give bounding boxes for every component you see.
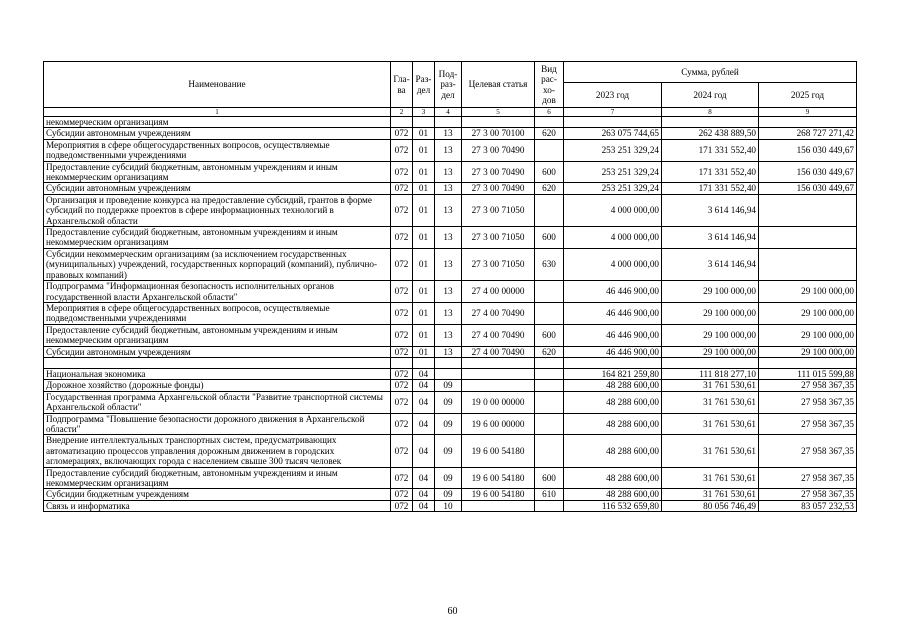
cell-razdel: 01 — [413, 324, 435, 346]
cell-glava: 072 — [391, 128, 413, 139]
cell-2023: 253 251 329,24 — [564, 183, 662, 194]
table-row — [44, 117, 857, 128]
table-row — [44, 324, 857, 346]
cell-podrazdel: 13 — [435, 248, 462, 280]
row-name: некоммерческим организациям — [44, 117, 391, 128]
cell-2023: 48 288 600,00 — [564, 380, 662, 391]
row-name: Мероприятия в сфере общегосударственных вопросов, осуществляемые подведомственными учреждениями — [44, 302, 391, 324]
cell-2023: 263 075 744,65 — [564, 128, 662, 139]
cell-razdel: 01 — [413, 281, 435, 303]
cell-razdel: 01 — [413, 248, 435, 280]
cell-2024: 31 761 530,61 — [662, 467, 759, 489]
cell-vid: 600 — [535, 467, 564, 489]
cell-target — [462, 357, 535, 368]
cell-vid — [535, 500, 564, 511]
cell-2023: 4 000 000,00 — [564, 227, 662, 249]
cell-podrazdel: 13 — [435, 194, 462, 226]
column-index: 8 — [662, 108, 759, 117]
cell-podrazdel: 13 — [435, 227, 462, 249]
header-target: Целевая статья — [462, 62, 535, 108]
table-row — [44, 380, 857, 391]
cell-razdel: 04 — [413, 435, 435, 467]
cell-2024: 29 100 000,00 — [662, 324, 759, 346]
table-row — [44, 346, 857, 357]
cell-2025: 27 958 367,35 — [759, 391, 857, 413]
cell-2023: 48 288 600,00 — [564, 391, 662, 413]
header-2025: 2025 год — [759, 83, 857, 108]
column-index: 6 — [535, 108, 564, 117]
cell-target: 27 3 00 70490 — [462, 161, 535, 183]
cell-glava: 072 — [391, 435, 413, 467]
header-sum: Сумма, рублей — [564, 62, 857, 83]
cell-razdel: 01 — [413, 194, 435, 226]
cell-target: 19 0 00 00000 — [462, 391, 535, 413]
cell-vid: 620 — [535, 128, 564, 139]
header-name: Наименование — [44, 62, 391, 108]
cell-glava: 072 — [391, 467, 413, 489]
cell-glava: 072 — [391, 227, 413, 249]
header-razdel: Раз-дел — [413, 62, 435, 108]
cell-vid — [535, 380, 564, 391]
cell-2024: 80 056 746,49 — [662, 500, 759, 511]
cell-vid — [535, 391, 564, 413]
cell-target: 27 3 00 70100 — [462, 128, 535, 139]
cell-vid: 620 — [535, 183, 564, 194]
cell-podrazdel: 13 — [435, 161, 462, 183]
cell-razdel: 04 — [413, 467, 435, 489]
table-row — [44, 139, 857, 161]
table-row — [44, 357, 857, 368]
row-name: Государственная программа Архангельской области "Развитие транспортной системы Архангельской области" — [44, 391, 391, 413]
cell-vid — [535, 357, 564, 368]
cell-2023: 48 288 600,00 — [564, 413, 662, 435]
row-name: Субсидии автономным учреждениям — [44, 128, 391, 139]
cell-razdel — [413, 117, 435, 128]
cell-vid — [535, 413, 564, 435]
cell-2024: 3 614 146,94 — [662, 248, 759, 280]
cell-2025 — [759, 248, 857, 280]
cell-glava: 072 — [391, 380, 413, 391]
cell-2025: 29 100 000,00 — [759, 324, 857, 346]
row-name: Национальная экономика — [44, 368, 391, 379]
cell-razdel: 01 — [413, 139, 435, 161]
cell-podrazdel: 09 — [435, 489, 462, 500]
cell-podrazdel — [435, 368, 462, 379]
cell-razdel: 04 — [413, 413, 435, 435]
cell-2024: 31 761 530,61 — [662, 435, 759, 467]
table-row — [44, 183, 857, 194]
row-name: Субсидии автономным учреждениям — [44, 183, 391, 194]
cell-2023: 4 000 000,00 — [564, 194, 662, 226]
column-index-row — [44, 108, 857, 117]
cell-target — [462, 117, 535, 128]
cell-2024 — [662, 357, 759, 368]
row-name: Предоставление субсидий бюджетным, автономным учреждениям и иным некоммерческим организациям — [44, 161, 391, 183]
cell-podrazdel: 13 — [435, 302, 462, 324]
cell-razdel: 04 — [413, 489, 435, 500]
cell-glava: 072 — [391, 281, 413, 303]
table-row — [44, 248, 857, 280]
cell-2024: 31 761 530,61 — [662, 391, 759, 413]
cell-target — [462, 500, 535, 511]
table-row — [44, 281, 857, 303]
cell-2023: 48 288 600,00 — [564, 435, 662, 467]
column-index: 9 — [759, 108, 857, 117]
cell-2025 — [759, 117, 857, 128]
cell-target: 19 6 00 54180 — [462, 489, 535, 500]
cell-podrazdel — [435, 357, 462, 368]
cell-2025 — [759, 194, 857, 226]
cell-2024: 171 331 552,40 — [662, 183, 759, 194]
cell-2023 — [564, 357, 662, 368]
column-index: 4 — [435, 108, 462, 117]
row-name — [44, 357, 391, 368]
page-number: 60 — [447, 606, 458, 617]
row-name: Субсидии автономным учреждениям — [44, 346, 391, 357]
cell-2025 — [759, 357, 857, 368]
cell-glava: 072 — [391, 346, 413, 357]
cell-target: 19 6 00 54180 — [462, 435, 535, 467]
row-name: Субсидии бюджетным учреждениям — [44, 489, 391, 500]
cell-2025: 268 727 271,42 — [759, 128, 857, 139]
cell-vid: 600 — [535, 227, 564, 249]
table-row — [44, 413, 857, 435]
cell-vid — [535, 281, 564, 303]
cell-2024: 29 100 000,00 — [662, 302, 759, 324]
row-name: Дорожное хозяйство (дорожные фонды) — [44, 380, 391, 391]
row-name: Подпрограмма "Информационная безопасность исполнительных органов государственной власти Архангельской области" — [44, 281, 391, 303]
cell-2023: 164 821 259,80 — [564, 368, 662, 379]
cell-target: 27 3 00 71050 — [462, 227, 535, 249]
cell-2023: 253 251 329,24 — [564, 161, 662, 183]
cell-vid — [535, 117, 564, 128]
cell-podrazdel: 10 — [435, 500, 462, 511]
cell-2023: 48 288 600,00 — [564, 467, 662, 489]
column-index: 3 — [413, 108, 435, 117]
cell-podrazdel: 09 — [435, 413, 462, 435]
column-index: 5 — [462, 108, 535, 117]
cell-2025 — [759, 227, 857, 249]
cell-target — [462, 368, 535, 379]
row-name: Предоставление субсидий бюджетным, автономным учреждениям и иным некоммерческим организациям — [44, 227, 391, 249]
cell-podrazdel: 09 — [435, 391, 462, 413]
table-body — [44, 117, 857, 512]
row-name: Связь и информатика — [44, 500, 391, 511]
cell-glava: 072 — [391, 368, 413, 379]
cell-vid: 600 — [535, 324, 564, 346]
cell-glava: 072 — [391, 500, 413, 511]
cell-glava: 072 — [391, 391, 413, 413]
cell-2025: 27 958 367,35 — [759, 467, 857, 489]
cell-glava: 072 — [391, 489, 413, 500]
cell-razdel: 01 — [413, 128, 435, 139]
cell-razdel: 01 — [413, 183, 435, 194]
cell-2024: 31 761 530,61 — [662, 380, 759, 391]
cell-vid — [535, 194, 564, 226]
header-2024: 2024 год — [662, 83, 759, 108]
cell-vid — [535, 302, 564, 324]
cell-target: 19 6 00 54180 — [462, 467, 535, 489]
table-row — [44, 161, 857, 183]
cell-target: 27 3 00 71050 — [462, 248, 535, 280]
cell-target: 27 4 00 70490 — [462, 324, 535, 346]
cell-razdel: 04 — [413, 368, 435, 379]
cell-2023: 46 446 900,00 — [564, 281, 662, 303]
cell-2025: 156 030 449,67 — [759, 139, 857, 161]
cell-podrazdel — [435, 117, 462, 128]
cell-2025: 27 958 367,35 — [759, 435, 857, 467]
cell-glava: 072 — [391, 413, 413, 435]
cell-glava: 072 — [391, 324, 413, 346]
cell-glava: 072 — [391, 248, 413, 280]
cell-podrazdel: 13 — [435, 324, 462, 346]
row-name: Субсидии некоммерческим организациям (за исключением государственных (муниципальных) учреждений, государственных корпораций (компаний), публично-правовых компаний) — [44, 248, 391, 280]
row-name: Предоставление субсидий бюджетным, автономным учреждениям и иным некоммерческим организациям — [44, 467, 391, 489]
row-name: Организация и проведение конкурса на предоставление субсидий, грантов в форме субсидий по поддержке проектов в сфере информационных технологий в Архангельской области — [44, 194, 391, 226]
column-index: 1 — [44, 108, 391, 117]
row-name: Мероприятия в сфере общегосударственных вопросов, осуществляемые подведомственными учреждениями — [44, 139, 391, 161]
cell-razdel: 01 — [413, 227, 435, 249]
header-glava: Гла-ва — [391, 62, 413, 108]
budget-table — [43, 61, 857, 512]
row-name: Подпрограмма "Повышение безопасности дорожного движения в Архангельской области" — [44, 413, 391, 435]
cell-vid: 600 — [535, 161, 564, 183]
cell-glava: 072 — [391, 183, 413, 194]
column-index: 2 — [391, 108, 413, 117]
table-row — [44, 500, 857, 511]
table-row — [44, 128, 857, 139]
cell-2025: 27 958 367,35 — [759, 413, 857, 435]
header-podrazdel: Под-раз-дел — [435, 62, 462, 108]
cell-2024: 29 100 000,00 — [662, 281, 759, 303]
cell-2023: 46 446 900,00 — [564, 302, 662, 324]
table-row — [44, 467, 857, 489]
cell-podrazdel: 13 — [435, 183, 462, 194]
table-row — [44, 302, 857, 324]
cell-2024 — [662, 117, 759, 128]
header-vid: Вид рас-хо-дов — [535, 62, 564, 108]
cell-target: 27 4 00 70490 — [462, 302, 535, 324]
cell-2025: 156 030 449,67 — [759, 161, 857, 183]
cell-2024: 111 818 277,10 — [662, 368, 759, 379]
cell-razdel: 04 — [413, 380, 435, 391]
cell-2024: 3 614 146,94 — [662, 227, 759, 249]
cell-vid: 610 — [535, 489, 564, 500]
cell-2023: 46 446 900,00 — [564, 324, 662, 346]
cell-target: 27 3 00 71050 — [462, 194, 535, 226]
cell-vid: 630 — [535, 248, 564, 280]
cell-target: 27 4 00 00000 — [462, 281, 535, 303]
cell-razdel: 01 — [413, 346, 435, 357]
cell-2025: 83 057 232,53 — [759, 500, 857, 511]
cell-target — [462, 380, 535, 391]
cell-2023: 48 288 600,00 — [564, 489, 662, 500]
table-row — [44, 435, 857, 467]
table-row — [44, 391, 857, 413]
cell-2025: 29 100 000,00 — [759, 281, 857, 303]
cell-vid — [535, 368, 564, 379]
cell-glava — [391, 117, 413, 128]
cell-vid: 620 — [535, 346, 564, 357]
row-name: Внедрение интеллектуальных транспортных систем, предусматривающих автоматизацию процессов управления дорожным движением в городских агломерациях, включающих города с населением свыше 300 тысяч человек — [44, 435, 391, 467]
cell-razdel: 04 — [413, 391, 435, 413]
cell-target: 27 4 00 70490 — [462, 346, 535, 357]
cell-glava: 072 — [391, 139, 413, 161]
cell-2023 — [564, 117, 662, 128]
cell-podrazdel: 09 — [435, 435, 462, 467]
cell-razdel: 01 — [413, 161, 435, 183]
cell-razdel: 04 — [413, 500, 435, 511]
cell-glava: 072 — [391, 161, 413, 183]
table-row — [44, 227, 857, 249]
cell-2025: 29 100 000,00 — [759, 302, 857, 324]
cell-razdel — [413, 357, 435, 368]
cell-2024: 29 100 000,00 — [662, 346, 759, 357]
cell-target: 19 6 00 00000 — [462, 413, 535, 435]
cell-glava: 072 — [391, 302, 413, 324]
cell-2024: 171 331 552,40 — [662, 161, 759, 183]
cell-podrazdel: 13 — [435, 139, 462, 161]
table-row — [44, 194, 857, 226]
cell-2023: 116 532 659,80 — [564, 500, 662, 511]
cell-target: 27 3 00 70490 — [462, 183, 535, 194]
cell-2023: 253 251 329,24 — [564, 139, 662, 161]
column-index: 7 — [564, 108, 662, 117]
cell-podrazdel: 13 — [435, 281, 462, 303]
cell-2025: 29 100 000,00 — [759, 346, 857, 357]
table-row — [44, 489, 857, 500]
cell-vid — [535, 139, 564, 161]
table-row — [44, 368, 857, 379]
header-2023: 2023 год — [564, 83, 662, 108]
cell-podrazdel: 09 — [435, 380, 462, 391]
cell-podrazdel: 13 — [435, 128, 462, 139]
cell-2024: 31 761 530,61 — [662, 489, 759, 500]
cell-glava — [391, 357, 413, 368]
cell-2023: 46 446 900,00 — [564, 346, 662, 357]
cell-2025: 111 015 599,88 — [759, 368, 857, 379]
cell-2024: 31 761 530,61 — [662, 413, 759, 435]
row-name: Предоставление субсидий бюджетным, автономным учреждениям и иным некоммерческим организациям — [44, 324, 391, 346]
cell-2025: 156 030 449,67 — [759, 183, 857, 194]
cell-2024: 3 614 146,94 — [662, 194, 759, 226]
cell-2023: 4 000 000,00 — [564, 248, 662, 280]
cell-podrazdel: 13 — [435, 346, 462, 357]
header-row-top — [44, 62, 857, 83]
cell-vid — [535, 435, 564, 467]
cell-podrazdel: 09 — [435, 467, 462, 489]
cell-2025: 27 958 367,35 — [759, 380, 857, 391]
cell-glava: 072 — [391, 194, 413, 226]
cell-2024: 262 438 889,50 — [662, 128, 759, 139]
cell-2025: 27 958 367,35 — [759, 489, 857, 500]
cell-2024: 171 331 552,40 — [662, 139, 759, 161]
cell-target: 27 3 00 70490 — [462, 139, 535, 161]
cell-razdel: 01 — [413, 302, 435, 324]
